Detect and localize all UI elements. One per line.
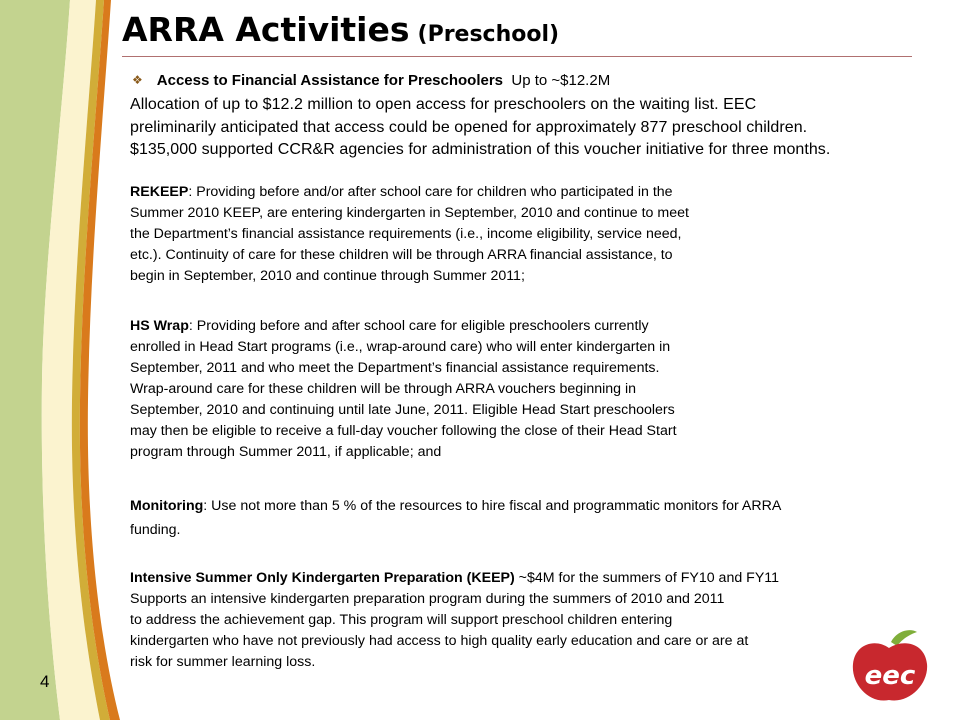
section-line: begin in September, 2010 and continue through Summer 2011; xyxy=(130,268,525,284)
title-main: ARRA Activities xyxy=(122,10,410,49)
paragraph-line: preliminarily anticipated that access could be opened for approximately 877 preschool children. xyxy=(130,118,808,136)
title-subtitle: (Preschool) xyxy=(417,22,560,47)
section-line: funding. xyxy=(130,522,181,538)
rekeep-section xyxy=(130,182,689,287)
hswrap-section xyxy=(130,316,677,463)
keep-label: Intensive Summer Only Kindergarten Preparation (KEEP) xyxy=(130,570,515,586)
rekeep-label: REKEEP xyxy=(130,184,189,200)
section-line: program through Summer 2011, if applicable; and xyxy=(130,444,442,460)
section-line: September, 2010 and continuing until late June, 2011. Eligible Head Start preschoolers xyxy=(130,402,675,418)
monitoring-section xyxy=(130,494,781,542)
diamond-bullet-icon: ❖ xyxy=(132,73,143,87)
section-line: etc.). Continuity of care for these children will be through ARRA financial assistance, to xyxy=(130,247,673,263)
section-line: Supports an intensive kindergarten preparation program during the summers of 2010 and 2011 xyxy=(130,591,725,607)
section-line: : Providing before and after school care for eligible preschoolers currently xyxy=(188,318,649,334)
section-line: : Use not more than 5 % of the resources to hire fiscal and programmatic monitors for ARRA xyxy=(203,498,782,514)
slide-title xyxy=(122,10,559,49)
page-number: 4 xyxy=(40,672,50,691)
section-line: kindergarten who have not previously had access to high quality early education and care or are at xyxy=(130,633,749,649)
paragraph-line: Allocation of up to $12.2 million to open access for preschoolers on the waiting list. EEC xyxy=(130,96,757,113)
logo-text: eec xyxy=(864,661,916,691)
title-divider xyxy=(122,56,912,57)
keep-section xyxy=(130,568,779,673)
section-line: enrolled in Head Start programs (i.e., wrap-around care) who will enter kindergarten in xyxy=(130,339,671,355)
section-line: the Department’s financial assistance requirements (i.e., income eligibility, service need, xyxy=(130,226,682,242)
section-line: to address the achievement gap. This program will support preschool children entering xyxy=(130,612,673,628)
bullet-heading-text: Access to Financial Assistance for Preschoolers xyxy=(156,72,504,89)
monitoring-label: Monitoring xyxy=(130,498,204,514)
section-line: Summer 2010 KEEP, are entering kindergarten in September, 2010 and continue to meet xyxy=(130,205,689,221)
section-line: Wrap-around care for these children will be through ARRA vouchers beginning in xyxy=(130,381,637,397)
hswrap-label: HS Wrap xyxy=(130,318,189,334)
section-line: September, 2011 and who meet the Department’s financial assistance requirements. xyxy=(130,360,660,376)
paragraph-line: $135,000 supported CCR&R agencies for administration of this voucher initiative for three months. xyxy=(130,141,831,158)
bullet-amount: Up to ~$12.2M xyxy=(511,72,611,89)
eec-apple-logo-icon xyxy=(845,628,935,708)
section-line: risk for summer learning loss. xyxy=(130,654,316,670)
section-line: : Providing before and/or after school care for children who participated in the xyxy=(188,184,673,200)
section-line: ~$4M for the summers of FY10 and FY11 xyxy=(514,570,780,586)
allocation-paragraph xyxy=(130,94,945,162)
section-line: may then be eligible to receive a full-day voucher following the close of their Head Start xyxy=(130,423,677,439)
bullet-heading xyxy=(132,72,610,89)
decorative-left-border xyxy=(0,0,130,720)
